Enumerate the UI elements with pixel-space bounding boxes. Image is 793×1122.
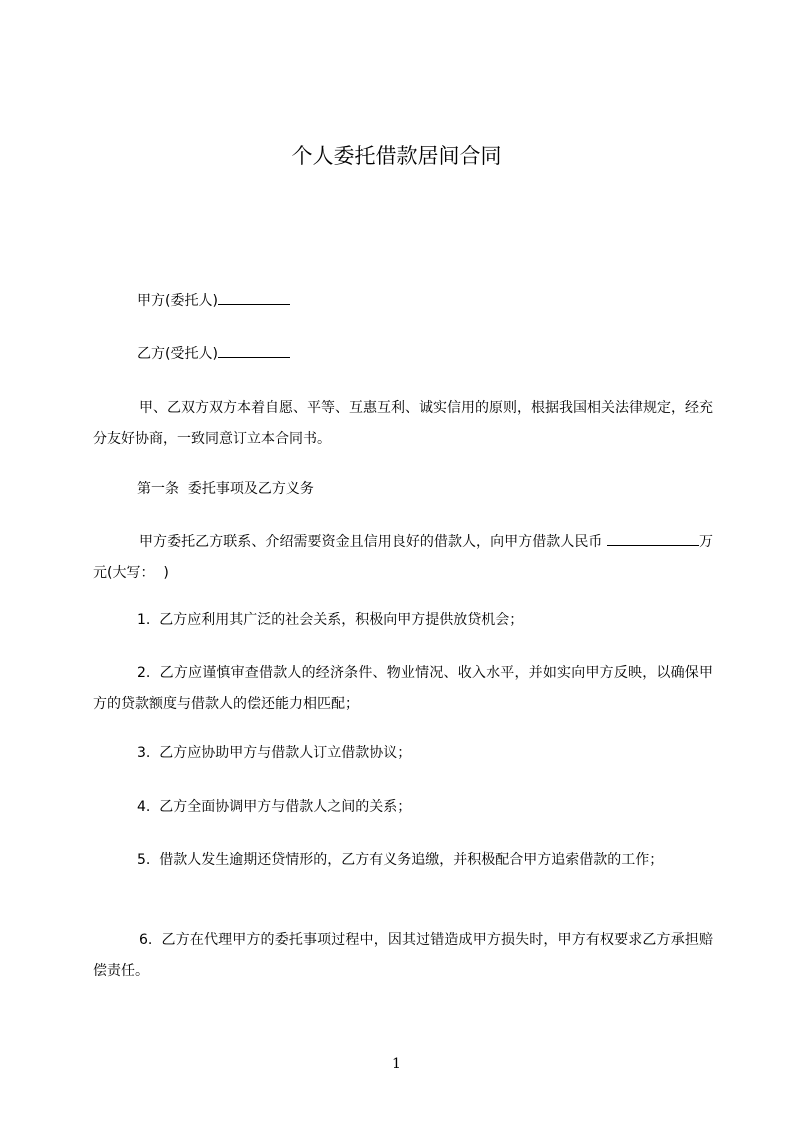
preamble-paragraph: 甲、乙双方双方本着自愿、平等、互惠互利、诚实信用的原则，根据我国相关法律规定，经充分友好协商，一致同意订立本合同书。 — [93, 400, 713, 447]
page-number: 1 — [392, 1056, 401, 1072]
list-item: 5. 借款人发生逾期还贷情形的，乙方有义务追缴，并积极配合甲方追索借款的工作； — [137, 852, 664, 868]
amount-blank-1 — [607, 531, 643, 546]
party-b-label: 乙方(受托人) — [137, 346, 218, 362]
list-item: 1. 乙方应利用其广泛的社会关系，积极向甲方提供放贷机会； — [137, 612, 524, 628]
article1-intro-text: 甲方委托乙方联系、介绍需要资金且信用良好的借款人，向甲方借款人民币 — [139, 534, 607, 550]
list-item: 3. 乙方应协助甲方与借款人订立借款协议； — [137, 745, 412, 761]
party-a-line — [93, 286, 713, 317]
party-b-blank — [218, 343, 290, 358]
article1-intro — [93, 527, 713, 589]
party-a-label: 甲方(委托人) — [137, 293, 218, 309]
list-item: 2. 乙方应谨慎审查借款人的经济条件、物业情况、收入水平，并如实向甲方反映，以确保甲方的贷款额度与借款人的偿还能力相匹配； — [93, 665, 713, 712]
party-b-line — [93, 339, 713, 370]
article1-intro-suffix: 万元(大写： ) — [93, 534, 713, 581]
article1-heading: 第一条 委托事项及乙方义务 — [137, 481, 314, 497]
list-item: 6. 乙方在代理甲方的委托事项过程中，因其过错造成甲方损失时，甲方有权要求乙方承担赔偿责任。 — [93, 932, 713, 979]
list-item: 4. 乙方全面协调甲方与借款人之间的关系； — [137, 799, 412, 815]
document-title: 个人委托借款居间合同 — [291, 144, 502, 168]
amount-blank-2 — [643, 531, 699, 546]
party-a-blank — [218, 290, 290, 305]
